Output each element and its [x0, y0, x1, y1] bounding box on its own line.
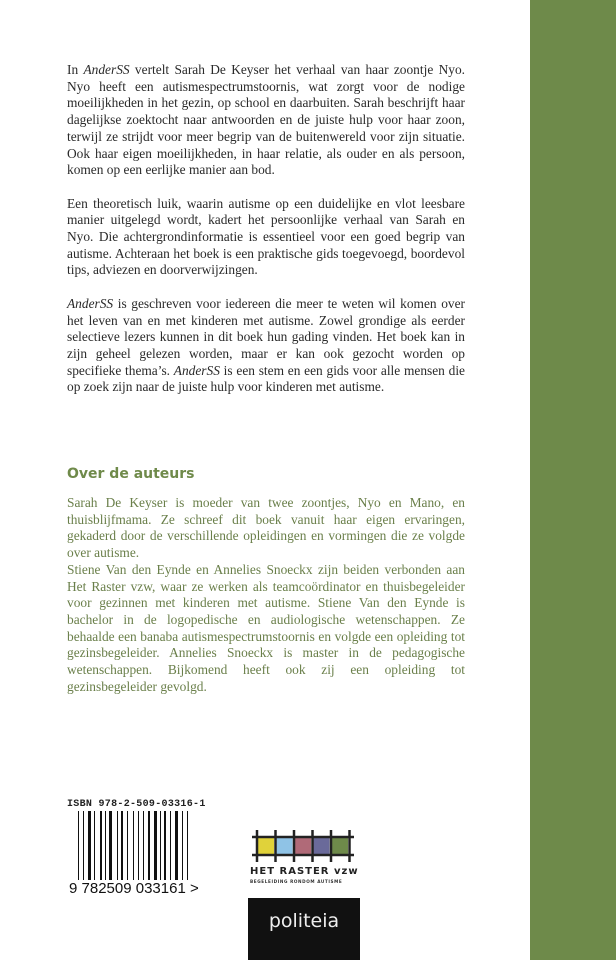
barcode-bar [164, 811, 166, 881]
publisher-name: politeia [268, 910, 340, 932]
barcode-bar [83, 811, 84, 888]
barcode-bar [105, 811, 106, 881]
het-raster-logo [250, 828, 362, 900]
spine-color-band [530, 0, 616, 960]
text: is geschreven voor iedereen die meer te weten wil komen over het leven van en met kinderen met autisme. Zowel grondige als eerder selectieve lezers kunnen in dit boek hun gading vinden. Het boek kan in zijn geheel gelezen worden, maar er kan ook gezocht worden op specifieke thema’s. [67, 295, 465, 378]
isbn-label: ISBN 978-2-509-03316-1 [67, 799, 206, 810]
barcode-bar [133, 811, 134, 881]
raster-grid-icon [250, 828, 362, 864]
barcode-bar [182, 811, 183, 881]
authors-heading: Over de auteurs [67, 466, 195, 482]
barcode-bar [127, 811, 128, 881]
blurb-paragraph-3 [67, 296, 465, 396]
barcode-bar [121, 811, 123, 881]
raster-color-square [258, 838, 274, 854]
raster-color-square [295, 838, 311, 854]
barcode-bar [154, 811, 157, 881]
book-title: AnderSS [83, 62, 130, 77]
book-title: AnderSS [173, 362, 220, 378]
blurb [67, 62, 465, 413]
author-bio-2: Stiene Van den Eynde en Annelies Snoeckx zijn beiden verbonden aan Het Raster vzw, waar ze werken als teamcoördinator en thuisbegeleider voor gezinnen met kinderen met autisme. Stiene Van den Eynde is bachelor in de logopedische en audiologische wetenschappen. Ze behaalde een banaba autismespectrumstoornis en volgde een opleiding tot gezinsbegeleider. Annelies Snoeckx is master in de pedagogische wetenschappen. Bijkomend heeft ook zij een opleiding tot gezinsbegeleider gevolgd. [67, 561, 465, 694]
text: is een stem en een gids voor alle mensen die op zoek zijn naar de juiste hulp voor kinderen met autisme. [67, 362, 465, 395]
barcode [78, 811, 188, 888]
barcode-digits [68, 880, 200, 897]
barcode-bar [109, 811, 112, 881]
barcode-bar [148, 811, 150, 881]
text: vertelt Sarah De Keyser het verhaal van haar zoontje Nyo. Nyo heeft een autismespectrumstoornis, wat zorgt voor de nodige moeilijkheden in het gezin, op school en daarbuiten. Sarah beschrijft haar dagelijkse zoektocht naar antwoorden en de juiste hulp voor haar zoon, terwijl ze strijdt voor meer begrip van de buitenwereld voor zijn situatie. Ook haar eigen moeilijkheden, in haar relatie, als ouder en als persoon, komen op een eerlijke manier aan bod. [67, 62, 465, 178]
barcode-bar [117, 811, 118, 881]
raster-name: HET RASTER vzw [250, 866, 359, 877]
publisher-logo [248, 898, 360, 960]
raster-color-square [277, 838, 293, 854]
authors-bio [67, 495, 465, 695]
barcode-bar [78, 811, 79, 888]
barcode-bar [100, 811, 102, 881]
barcode-bar [170, 811, 171, 881]
barcode-bar [175, 811, 178, 881]
author-bio-1: Sarah De Keyser is moeder van twee zoontjes, Nyo en Mano, en thuisblijfmama. Ze schreef dit boek vanuit haar eigen ervaringen, gekaderd door de verschillende opleidingen en vormingen die ze volgde over autisme. [67, 495, 465, 561]
raster-color-square [332, 838, 348, 854]
book-title: AnderSS [67, 295, 114, 311]
barcode-bar [88, 811, 91, 881]
blurb-paragraph-2: Een theoretisch luik, waarin autisme op een duidelijke en vlot leesbare manier uitgelegd wordt, kadert het persoonlijke verhaal van Sarah en Nyo. Die achtergrondinformatie is essentieel voor een goed begrip van autisme. Achteraan het boek is een praktische gids toegevoegd, boordevol tips, adviezen en doorverwijzingen. [67, 195, 465, 278]
barcode-bar [143, 811, 144, 881]
raster-tagline: BEGELEIDING RONDOM AUTISME [250, 879, 343, 884]
barcode-bar [138, 811, 139, 881]
barcode-bar [160, 811, 161, 881]
text: In [67, 62, 84, 77]
barcode-bar [94, 811, 95, 881]
blurb-paragraph-1 [67, 62, 465, 179]
barcode-bar [187, 811, 188, 888]
barcode-number: 9 782509 033161 > [69, 880, 199, 897]
raster-color-square [314, 838, 330, 854]
